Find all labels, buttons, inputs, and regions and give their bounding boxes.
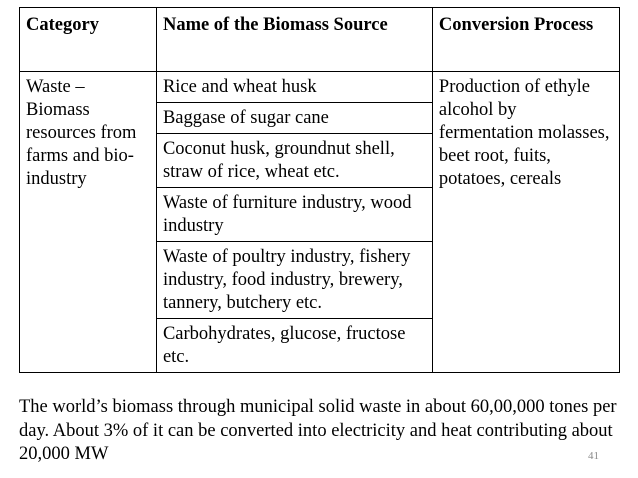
table-header-row	[20, 8, 620, 72]
table-row	[20, 72, 620, 103]
source-cell: Waste of furniture industry, wood industry	[156, 188, 432, 242]
source-cell: Rice and wheat husk	[156, 72, 432, 103]
slide-number: 41	[588, 450, 599, 462]
header-category: Category	[20, 8, 157, 72]
source-cell: Baggase of sugar cane	[156, 103, 432, 134]
header-biomass-source: Name of the Biomass Source	[156, 8, 432, 72]
biomass-table	[19, 7, 620, 373]
source-cell: Coconut husk, groundnut shell, straw of rice, wheat etc.	[156, 134, 432, 188]
conversion-process-cell: Production of ethyle alcohol by fermentation molasses, beet root, fuits, potatoes, cereals	[432, 72, 619, 373]
source-cell: Waste of poultry industry, fishery industry, food industry, brewery, tannery, butchery etc.	[156, 242, 432, 319]
header-conversion-process: Conversion Process	[432, 8, 619, 72]
category-cell: Waste – Biomass resources from farms and bio-industry	[20, 72, 157, 373]
source-cell: Carbohydrates, glucose, fructose etc.	[156, 319, 432, 373]
footer-note: The world’s biomass through municipal solid waste in about 60,00,000 tones per day. About 3% of it can be converted into electricity and heat contributing about 20,000 MW	[19, 397, 617, 464]
